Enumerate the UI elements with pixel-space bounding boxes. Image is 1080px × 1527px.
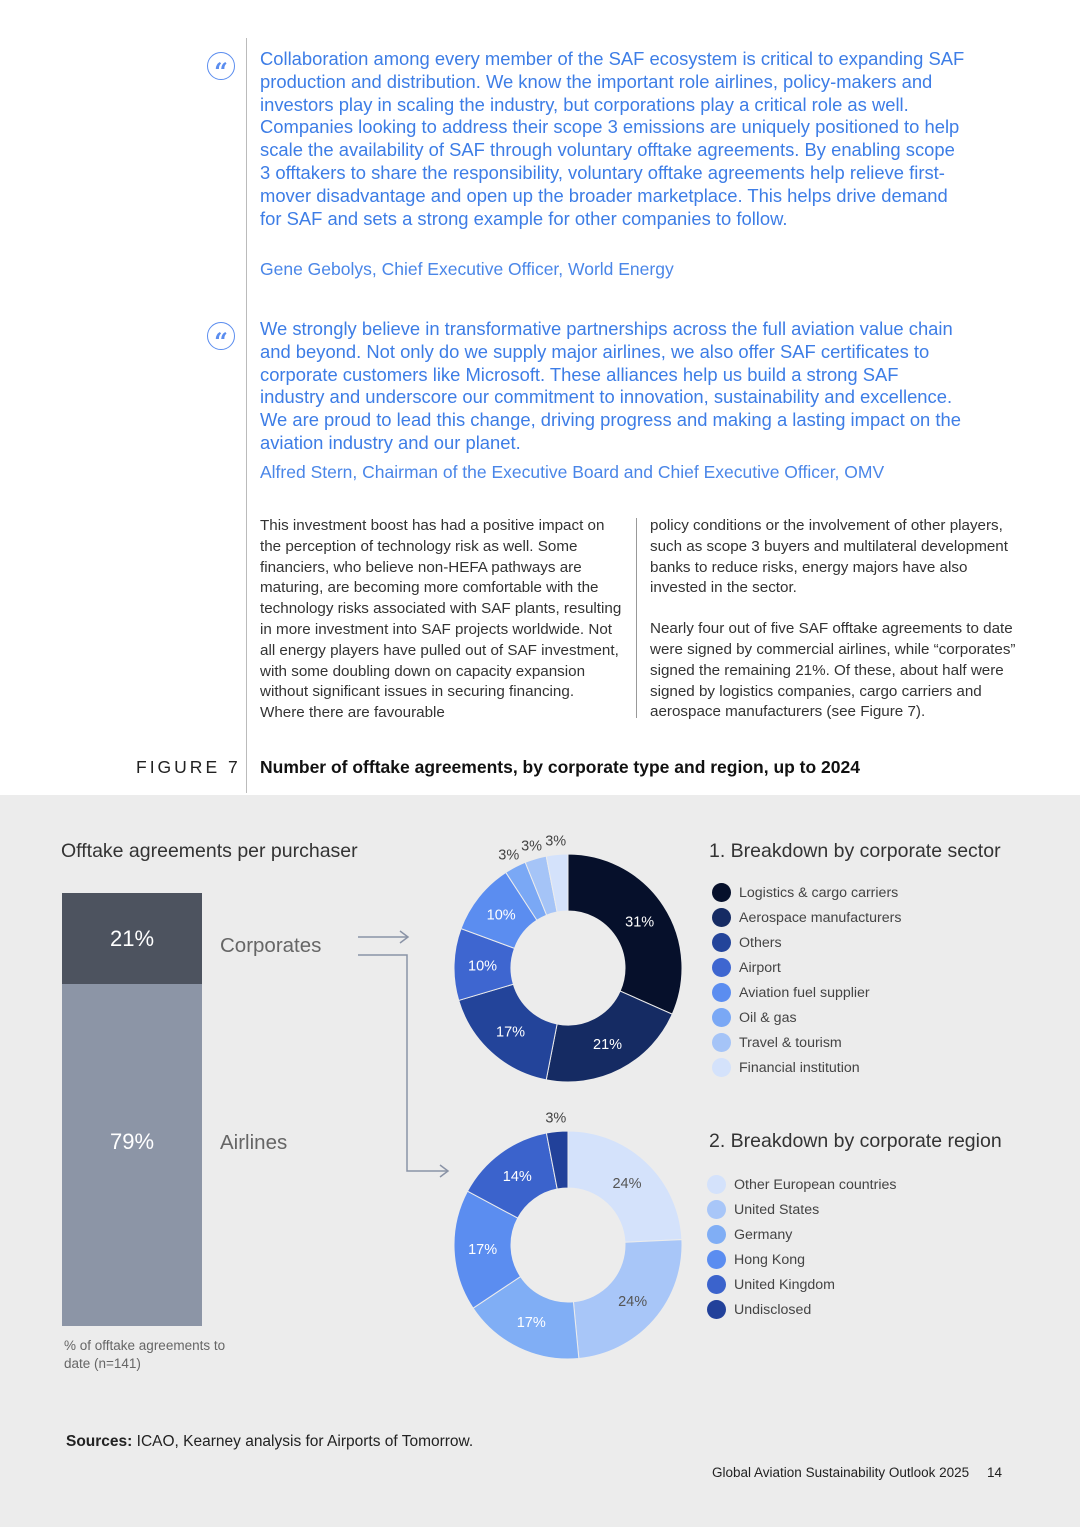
region-legend-swatch xyxy=(707,1250,726,1269)
region-legend-item xyxy=(707,1222,896,1247)
sources xyxy=(66,1433,473,1451)
region-slice-label: 17% xyxy=(468,1242,498,1259)
sector-legend-item xyxy=(712,980,901,1005)
donut-chart-sector xyxy=(440,828,700,1093)
sector-legend-item xyxy=(712,905,901,930)
bar-label-airlines: Airlines xyxy=(220,1131,288,1154)
footer xyxy=(712,1465,1002,1480)
region-legend-label: Germany xyxy=(734,1226,793,1243)
region-slice-label: 24% xyxy=(618,1293,648,1310)
region-slice-label: 17% xyxy=(516,1315,546,1332)
region-legend-item xyxy=(707,1297,896,1322)
sector-legend-label: Travel & tourism xyxy=(739,1034,842,1051)
sector-legend-swatch xyxy=(712,908,731,927)
bar-note: % of offtake agreements to date (n=141) xyxy=(64,1338,226,1371)
sector-legend-label: Aerospace manufacturers xyxy=(739,909,902,926)
sector-legend-swatch xyxy=(712,958,731,977)
region-legend-swatch xyxy=(707,1175,726,1194)
quote-open-icon: “ xyxy=(207,52,235,80)
region-legend-label: United Kingdom xyxy=(734,1276,835,1293)
sector-legend-item xyxy=(712,880,901,905)
sector-slice-label: 10% xyxy=(486,907,516,924)
region-legend-label: Other European countries xyxy=(734,1176,897,1193)
sector-slice-label: 31% xyxy=(625,914,655,931)
sources-label: Sources: xyxy=(66,1433,133,1450)
publication-title: Global Aviation Sustainability Outlook 2025 xyxy=(712,1465,970,1480)
region-legend-swatch xyxy=(707,1225,726,1244)
page-number: 14 xyxy=(986,1465,1002,1480)
quote-text: Collaboration among every member of the SAF ecosystem is critical to expanding SAF production and distribution. We know the important role airlines, policy-makers and investors play in scaling the industry, but corporations play a critical role as well. Companies looking to address their scope 3 emissions are uniquely positioned to help scale the availability of SAF through voluntary offtake agreements. By enabling scope 3 offtakers to share the responsibility, voluntary offtake agreements help relieve first-mover disadvantage and open up the broader marketplace. This helps drive demand for SAF and sets a strong example for other companies to follow. xyxy=(260,48,965,229)
sector-legend-item xyxy=(712,955,901,980)
sector-legend-swatch xyxy=(712,1033,731,1052)
sector-slice-label: 3% xyxy=(498,847,520,864)
quote-text: We strongly believe in transformative partnerships across the full aviation value chain and beyond. Not only do we supply major airlines, we also offer SAF certificates to corporate customers like Microsoft. These alliances help us build a strong SAF industry and underscore our commitment to innovation, sustainability and excellence. We are proud to lead this change, driving progress and making a lasting impact on the aviation industry and our planet. xyxy=(260,318,961,453)
region-legend-label: Undisclosed xyxy=(734,1301,812,1318)
region-slice-label: 24% xyxy=(612,1176,642,1193)
region-legend xyxy=(707,1172,896,1322)
sector-legend-label: Logistics & cargo carriers xyxy=(739,884,899,901)
donut-chart-region xyxy=(440,1105,700,1370)
sector-legend-item xyxy=(712,930,901,955)
sector-legend-label: Aviation fuel supplier xyxy=(739,984,870,1001)
sector-legend-item xyxy=(712,1030,901,1055)
sector-slice xyxy=(568,854,682,1014)
sector-slice-label: 10% xyxy=(468,958,498,975)
body-paragraph: policy conditions or the involvement of other players, such as scope 3 buyers and multilateral development banks to reduce risks, energy majors have also invested in the sector. xyxy=(650,517,1008,597)
quote-attribution: Gene Gebolys, Chief Executive Officer, World Energy xyxy=(260,259,674,279)
quote-open-icon: “ xyxy=(207,322,235,350)
region-legend-swatch xyxy=(707,1300,726,1319)
sector-legend-swatch xyxy=(712,1058,731,1077)
arrow-line xyxy=(358,955,447,1171)
sector-legend-swatch xyxy=(712,933,731,952)
region-legend-item xyxy=(707,1247,896,1272)
bar-label-corporates: Corporates xyxy=(220,934,322,957)
sector-legend-item xyxy=(712,1005,901,1030)
body-paragraph: Nearly four out of five SAF offtake agreements to date were signed by commercial airlines, while “corporates” signed the remaining 21%. Of these, about half were signed by logistics companies, cargo carriers and aerospace manufacturers (see Figure 7). xyxy=(650,620,1016,721)
bar-segment-airlines: 79% xyxy=(62,984,202,1326)
region-legend-item xyxy=(707,1272,896,1297)
sector-legend-label: Financial institution xyxy=(739,1059,860,1076)
quote-attribution: Alfred Stern, Chairman of the Executive Board and Chief Executive Officer, OMV xyxy=(260,462,885,482)
sector-legend-label: Oil & gas xyxy=(739,1009,797,1026)
figure-label: FIGURE 7 xyxy=(136,757,241,777)
sector-legend-item xyxy=(712,1055,901,1080)
sector-legend-label: Airport xyxy=(739,959,781,976)
sources-text: ICAO, Kearney analysis for Airports of Tomorrow. xyxy=(132,1433,474,1450)
sector-legend-title: 1. Breakdown by corporate sector xyxy=(709,840,1001,862)
region-slice-label: 14% xyxy=(502,1169,532,1186)
region-legend-swatch xyxy=(707,1275,726,1294)
bar-segment-corporates: 21% xyxy=(62,893,202,984)
sector-slice-label: 21% xyxy=(593,1036,623,1053)
sector-slice-label: 3% xyxy=(521,838,543,855)
region-legend-item xyxy=(707,1172,896,1197)
region-legend-swatch xyxy=(707,1200,726,1219)
body-text-left: This investment boost has had a positive impact on the perception of technology risk as well. Some financiers, who believe non-HEFA pathways are maturing, are becoming more comfortable with the technology risks associated with SAF plants, resulting in more investment into SAF projects worldwide. Not all energy players have pulled out of SAF investment, with some doubling down on capacity expansion without significant issues in securing financing. Where there are favourable xyxy=(260,517,622,722)
sector-legend-swatch xyxy=(712,883,731,902)
sector-slice-label: 3% xyxy=(545,833,567,850)
region-slice-label: 3% xyxy=(545,1110,567,1127)
bar-chart-title: Offtake agreements per purchaser xyxy=(61,840,358,862)
sector-legend-label: Others xyxy=(739,934,782,951)
region-legend-label: Hong Kong xyxy=(734,1251,805,1268)
sector-legend xyxy=(712,880,901,1080)
sector-slice-label: 17% xyxy=(496,1024,526,1041)
sector-legend-swatch xyxy=(712,983,731,1002)
region-legend-title: 2. Breakdown by corporate region xyxy=(709,1130,1002,1152)
figure-title: Number of offtake agreements, by corporate type and region, up to 2024 xyxy=(260,757,860,777)
sector-legend-swatch xyxy=(712,1008,731,1027)
region-legend-label: United States xyxy=(734,1201,820,1218)
region-legend-item xyxy=(707,1197,896,1222)
